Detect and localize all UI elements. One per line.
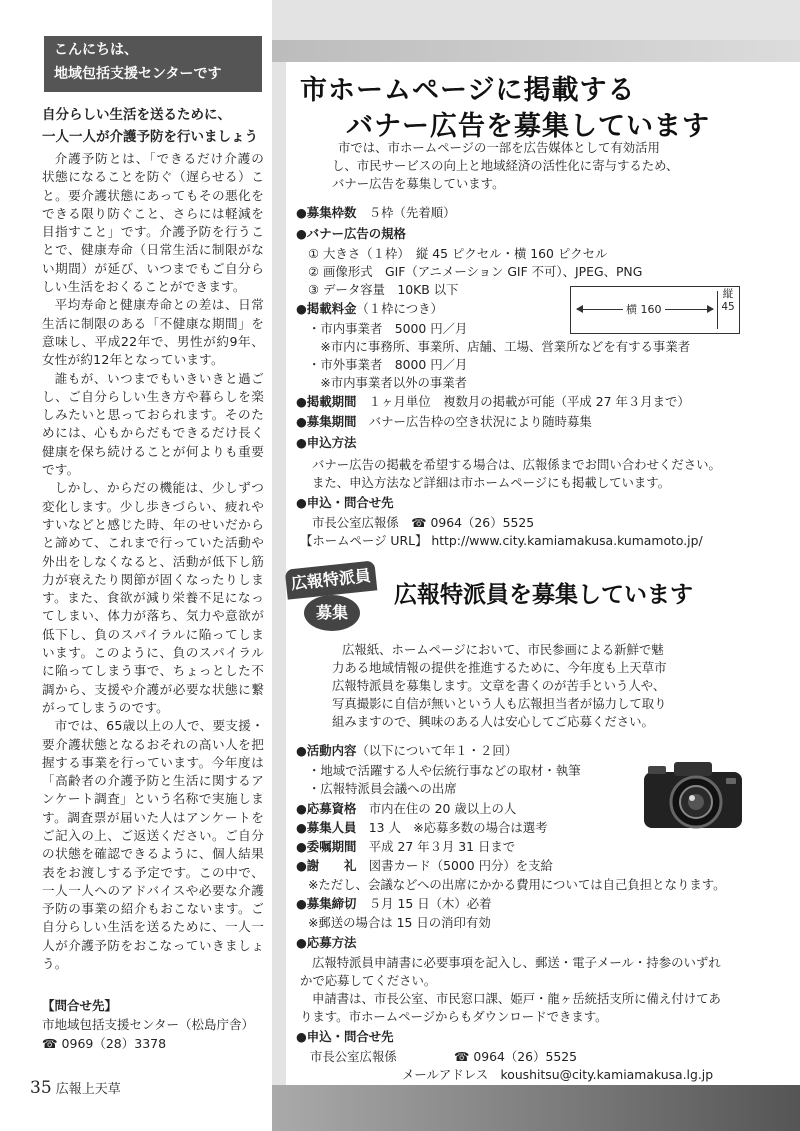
deadline-label: ●募集締切 (296, 896, 357, 911)
spec-item-3: ③ データ容量 10KB 以下 (308, 282, 459, 297)
page-footer (30, 1078, 121, 1098)
num-row (296, 819, 548, 837)
period-label: ●掲載期間 (296, 394, 357, 409)
reward-label: ●謝 礼 (296, 858, 357, 873)
banner-intro-2: し、市民サービスの向上と地域経済の活性化に寄与するため、 (332, 158, 679, 173)
qual-row (296, 800, 516, 818)
fee-item-3: ・市外事業者 8000 円／月 (308, 357, 468, 372)
slots-row (296, 204, 456, 222)
fee-row (296, 300, 443, 318)
pr-intro-2: 力ある地域情報の提供を推進するために、今年度も上天草市 (332, 660, 667, 675)
left-header-line1: こんにちは、 (54, 42, 138, 58)
pr-contact-org: 市長公室広報係 (310, 1049, 397, 1064)
spec-item-1: ① 大きさ（１枠） 縦 45 ピクセル・横 160 ピクセル (308, 246, 608, 261)
banner-title-line1: 市ホームページに掲載する (300, 75, 636, 106)
spec-label: ●バナー広告の規格 (296, 226, 406, 241)
period-value: １ヶ月単位 複数月の掲載が可能（平成 27 年３月まで） (368, 394, 690, 409)
fee-item-2: ※市内に事務所、事業所、店舗、工場、営業所などを有する事業者 (308, 339, 691, 354)
recruit-value: バナー広告枠の空き状況により随時募集 (368, 414, 592, 429)
apply-text-1: バナー広告の掲載を希望する場合は、広報係までお問い合わせください。 (312, 457, 721, 472)
slots-label: ●募集枠数 (296, 205, 357, 220)
reward-note: ※ただし、会議などへの出席にかかる費用については自己負担となります。 (308, 877, 726, 892)
activity-row (296, 742, 517, 760)
left-subtitle-line2: 一人一人が介護予防を行いましょう (42, 129, 258, 145)
activity-note: （以下について年１・２回） (356, 743, 518, 758)
banner-contact-label: ●申込・問合せ先 (296, 495, 394, 510)
left-contact-label: 【問合せ先】 (42, 998, 118, 1013)
activity-item-1: ・地域で活躍する人や伝統行事などの取材・執筆 (308, 763, 581, 778)
slots-value: ５枠（先着順） (368, 205, 456, 220)
apply-label: ●申込方法 (296, 435, 357, 450)
recruit-row (296, 413, 592, 431)
deadline-value: ５月 15 日（木）必着 (368, 896, 492, 911)
badge-top: 広報特派員 (285, 560, 378, 599)
fee-item-1: ・市内事業者 5000 円／月 (308, 321, 468, 336)
activity-label: ●活動内容 (296, 743, 357, 758)
height-label: 縦 45 (721, 288, 735, 313)
banner-contact-url[interactable]: 【ホームページ URL】 http://www.city.kamiamakusa.kumamoto.jp/ (300, 533, 703, 548)
method-label: ●応募方法 (296, 935, 357, 950)
pr-intro-3: 広報特派員を募集します。文章を書くのが苦手という人や、 (332, 678, 666, 693)
left-column (0, 0, 272, 1131)
page-number: 35 (30, 1078, 52, 1098)
pr-badge (286, 565, 376, 637)
left-header-box (44, 36, 262, 92)
term-value: 平成 27 年３月 31 日まで (368, 839, 516, 854)
left-paragraph: しかし、からだの機能は、少しずつ変化します。少し歩きづらい、疲れやすいなどと感じた時、年のせいだからと諦めて、これまで行っていた活動や外出をしなくなると、活動が低下し筋力が衰えたり関節が固くなったりします。また、食欲が減り栄養不足になってしまい、体力が落ち、気力や意欲が低下し、負のスパイラルに陥ってしまいます。このように、負のスパイラルに陥ってしまう事で、ちょっとした不調から、支援や介護が必要な状態に繋がってしまうのです。 (42, 480, 264, 715)
camera-icon (640, 752, 746, 832)
pr-contact-label: ●申込・問合せ先 (296, 1029, 394, 1044)
left-contact (42, 996, 268, 1053)
reward-value: 図書カード（5000 円分）を支給 (368, 858, 553, 873)
method-text-2: かで応募してください。 (300, 973, 437, 988)
term-row (296, 838, 515, 856)
fee-note: （１枠につき） (356, 301, 443, 316)
badge-bottom: 募集 (304, 595, 360, 631)
bottom-band (272, 1085, 800, 1131)
num-label: ●募集人員 (296, 820, 357, 835)
banner-intro-1: 市では、市ホームページの一部を広告媒体として有効活用 (338, 140, 660, 155)
height-arrow (717, 291, 718, 329)
fee-label: ●掲載料金 (296, 301, 357, 316)
spec-item-2: ② 画像形式 GIF（アニメーション GIF 不可）、JPEG、PNG (308, 264, 643, 279)
pr-intro-5: 組みますので、興味のある人は安心してご応募ください。 (332, 714, 654, 729)
pr-contact-mail[interactable]: メールアドレス koushitsu@city.kamiamakusa.lg.jp (402, 1067, 714, 1082)
term-label: ●委嘱期間 (296, 839, 357, 854)
deadline-row (296, 895, 492, 913)
left-contact-org: 市地域包括支援センター（松島庁舎） (42, 1017, 255, 1032)
left-contact-tel: ☎ 0969（28）3378 (42, 1036, 167, 1051)
banner-size-diagram (570, 286, 740, 334)
activity-item-2: ・広報特派員会議への出席 (308, 781, 457, 796)
banner-title-line2: バナー広告を募集しています (346, 111, 710, 142)
num-value: 13 人 ※応募多数の場合は選考 (368, 820, 548, 835)
left-paragraph: 誰もが、いつまでもいきいきと過ごし、ご自分らしい生き方や暮らしを楽しみたいと思っておられます。そのためには、心もからだもできるだけ長く健康を保ち続けることが何よりも重要です。 (42, 370, 264, 478)
left-subtitle (42, 104, 268, 148)
qual-label: ●応募資格 (296, 801, 357, 816)
period-row (296, 393, 690, 411)
top-band (272, 40, 800, 62)
recruit-label: ●募集期間 (296, 414, 357, 429)
banner-contact-org: 市長公室広報係 ☎ 0964（26）5525 (312, 515, 535, 530)
fee-item-4: ※市内事業者以外の事業者 (308, 375, 468, 390)
left-paragraph: 平均寿命と健康寿命との差は、日常生活に制限のある「不健康な期間」を意味し、平成22年で、男性が約9年、女性が約12年となっています。 (42, 297, 264, 368)
left-body (42, 150, 264, 973)
qual-value: 市内在住の 20 歳以上の人 (368, 801, 517, 816)
apply-text-2: また、申込方法など詳細は市ホームページにも掲載しています。 (312, 475, 671, 490)
pr-contact-tel: ☎ 0964（26）5525 (454, 1049, 577, 1064)
left-paragraph: 市では、65歳以上の人で、要支援・要介護状態となるおそれの高い人を把握する事業を行っています。今年度は「高齢者の介護予防と生活に関するアンケート調査」という名称で実施します。調査票が届いた人はアンケートをご記入の上、ご返送ください。ご自分の状態を確認できるように、個人結果表をお渡しする予定です。この中で、一人一人へのアドバイスや必要な介護予防の事業の紹介もおこないます。ご自分らしい生活を送るために、一人一人が介護予防をおこなっていきましょう。 (42, 718, 264, 972)
deadline-note: ※郵送の場合は 15 日の消印有効 (308, 915, 491, 930)
width-label: 横 160 (623, 301, 665, 317)
banner-intro-3: バナー広告を募集しています。 (332, 176, 505, 191)
left-subtitle-line1: 自分らしい生活を送るために、 (42, 107, 231, 123)
pr-intro-1: 広報紙、ホームページにおいて、市民参画による新鮮で魅 (342, 642, 664, 657)
method-text-4: ります。市ホームページからもダウンロードできます。 (300, 1009, 608, 1024)
reward-row (296, 857, 553, 875)
method-text-1: 広報特派員申請書に必要事項を記入し、郵送・電子メール・持参のいずれ (312, 955, 721, 970)
left-paragraph: 介護予防とは、「できるだけ介護の状態になることを防ぐ（遅らせる）こと。要介護状態にあってもその悪化をできる限り防ぐこと、さらには軽減を目指すこと」です。介護予防を行うことで、健康寿命（日常生活に制限がない期間）が延び、いつまでもご自分らしい生活をおくることができます。 (42, 151, 264, 295)
method-text-3: 申請書は、市長公室、市民窓口課、姫戸・龍ヶ岳統括支所に備え付けてあ (312, 991, 721, 1006)
pr-title: 広報特派員を募集しています (394, 582, 693, 608)
left-header-line2: 地域包括支援センターです (54, 66, 222, 82)
publication-name: 広報上天草 (55, 1082, 121, 1097)
pr-intro-4: 写真撮影に自信が無いという人も広報担当者が協力して取り (332, 696, 667, 711)
